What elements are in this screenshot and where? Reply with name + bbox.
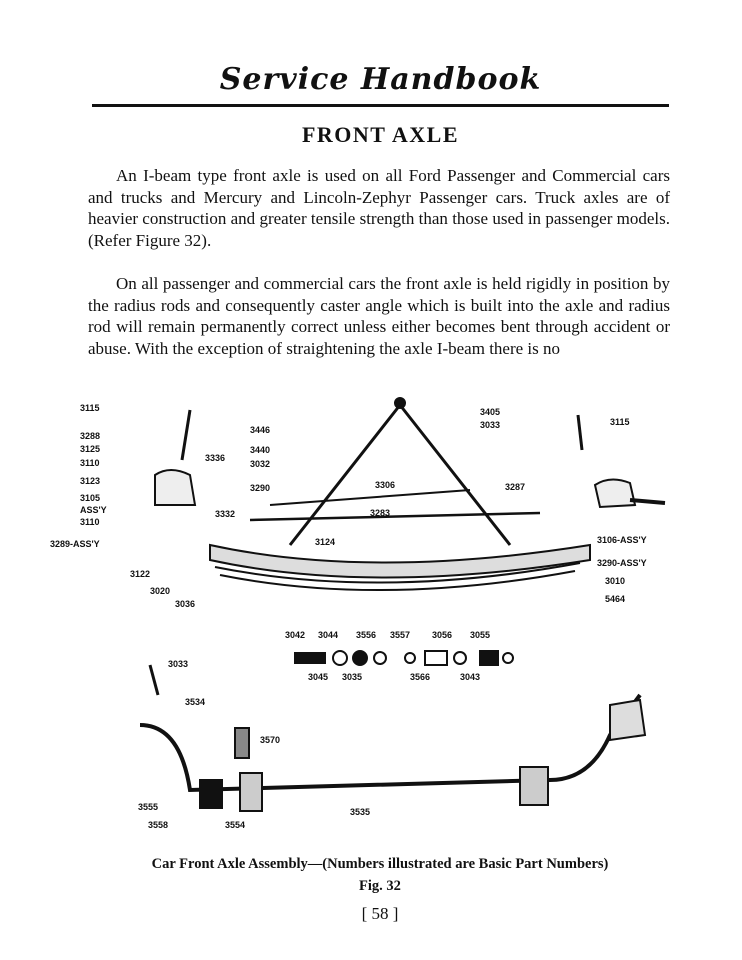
label: 3289-ASS'Y <box>50 539 100 549</box>
parts-row <box>295 651 513 665</box>
label: 3043 <box>460 672 481 682</box>
label: 3566 <box>410 672 431 682</box>
label: 3446 <box>250 425 271 435</box>
label: 3035 <box>342 672 363 682</box>
label: 3555 <box>138 802 159 812</box>
label: 3055 <box>470 630 491 640</box>
label: 3290-ASS'Y <box>597 558 647 568</box>
radius-rod-ball <box>395 398 405 408</box>
label: 3115 <box>610 417 630 427</box>
header-rule <box>92 104 669 107</box>
stabilizer-bushing-left <box>200 780 222 808</box>
front-axle-assembly-diagram <box>50 395 690 845</box>
label: 3036 <box>175 599 196 609</box>
label: 3535 <box>350 807 371 817</box>
label: 3556 <box>356 630 377 640</box>
left-spindle <box>155 470 195 505</box>
axle-beam <box>210 545 590 578</box>
tie-rod <box>250 513 540 520</box>
label: 3124 <box>315 537 336 547</box>
label: 3290 <box>250 483 271 493</box>
handbook-title: Service Handbook <box>219 62 542 97</box>
figure-caption: Car Front Axle Assembly—(Numbers illustrated are Basic Part Numbers) <box>151 856 609 872</box>
label: 3336 <box>205 453 226 463</box>
label: 3558 <box>148 820 169 830</box>
upper-labels <box>50 403 647 609</box>
label: 3554 <box>225 820 246 830</box>
stabilizer-bar <box>140 695 640 790</box>
drag-link <box>270 490 470 505</box>
label: 3283 <box>370 508 391 518</box>
paragraph-2: On all passenger and commercial cars the front axle is held rigidly in position by the radius rods and consequently caster angle which is built into the axle and radius rod will remain permanently correct unless either becomes bent through accident or abuse. With the exception of straightening the axle I-beam there is no <box>88 274 670 358</box>
label: 3115 <box>80 403 100 413</box>
label: 3042 <box>285 630 306 640</box>
label: 3125 <box>80 444 101 454</box>
label: 3570 <box>260 735 281 745</box>
label: 3306 <box>375 480 396 490</box>
label: 3288 <box>80 431 101 441</box>
label: 3332 <box>215 509 236 519</box>
label: ASS'Y <box>80 505 107 515</box>
label: 3056 <box>432 630 453 640</box>
label: 3440 <box>250 445 271 455</box>
label: 3033 <box>168 659 189 669</box>
right-spindle <box>595 479 635 507</box>
label: 3123 <box>80 476 101 486</box>
label: 3105 <box>80 493 101 503</box>
block-3570 <box>235 728 249 758</box>
label: 3122 <box>130 569 151 579</box>
label: 3044 <box>318 630 339 640</box>
figure-number: Fig. 32 <box>359 878 401 894</box>
label: 3287 <box>505 482 526 492</box>
running-header <box>92 62 669 97</box>
label: 5464 <box>605 594 626 604</box>
label: 3045 <box>308 672 329 682</box>
page-number: [ 58 ] <box>361 904 399 923</box>
section-title: FRONT AXLE <box>301 122 459 147</box>
label: 3405 <box>480 407 501 417</box>
paragraph-1: An I-beam type front axle is used on all Ford Passenger and Commercial cars and trucks and Mercury and Lincoln-Zephyr Passenger cars. Truck axles are of heavier construction and greater tensile strength than those used in passenger models. (Refer Figure 32). <box>88 166 670 250</box>
label: 3033 <box>480 420 501 430</box>
label: 3010 <box>605 576 626 586</box>
label: 3106-ASS'Y <box>597 535 647 545</box>
label: 3110 <box>80 517 100 527</box>
label: 3110 <box>80 458 100 468</box>
label: 3534 <box>185 697 206 707</box>
label: 3032 <box>250 459 271 469</box>
label: 3557 <box>390 630 411 640</box>
label: 3020 <box>150 586 171 596</box>
radius-rod <box>290 405 510 545</box>
